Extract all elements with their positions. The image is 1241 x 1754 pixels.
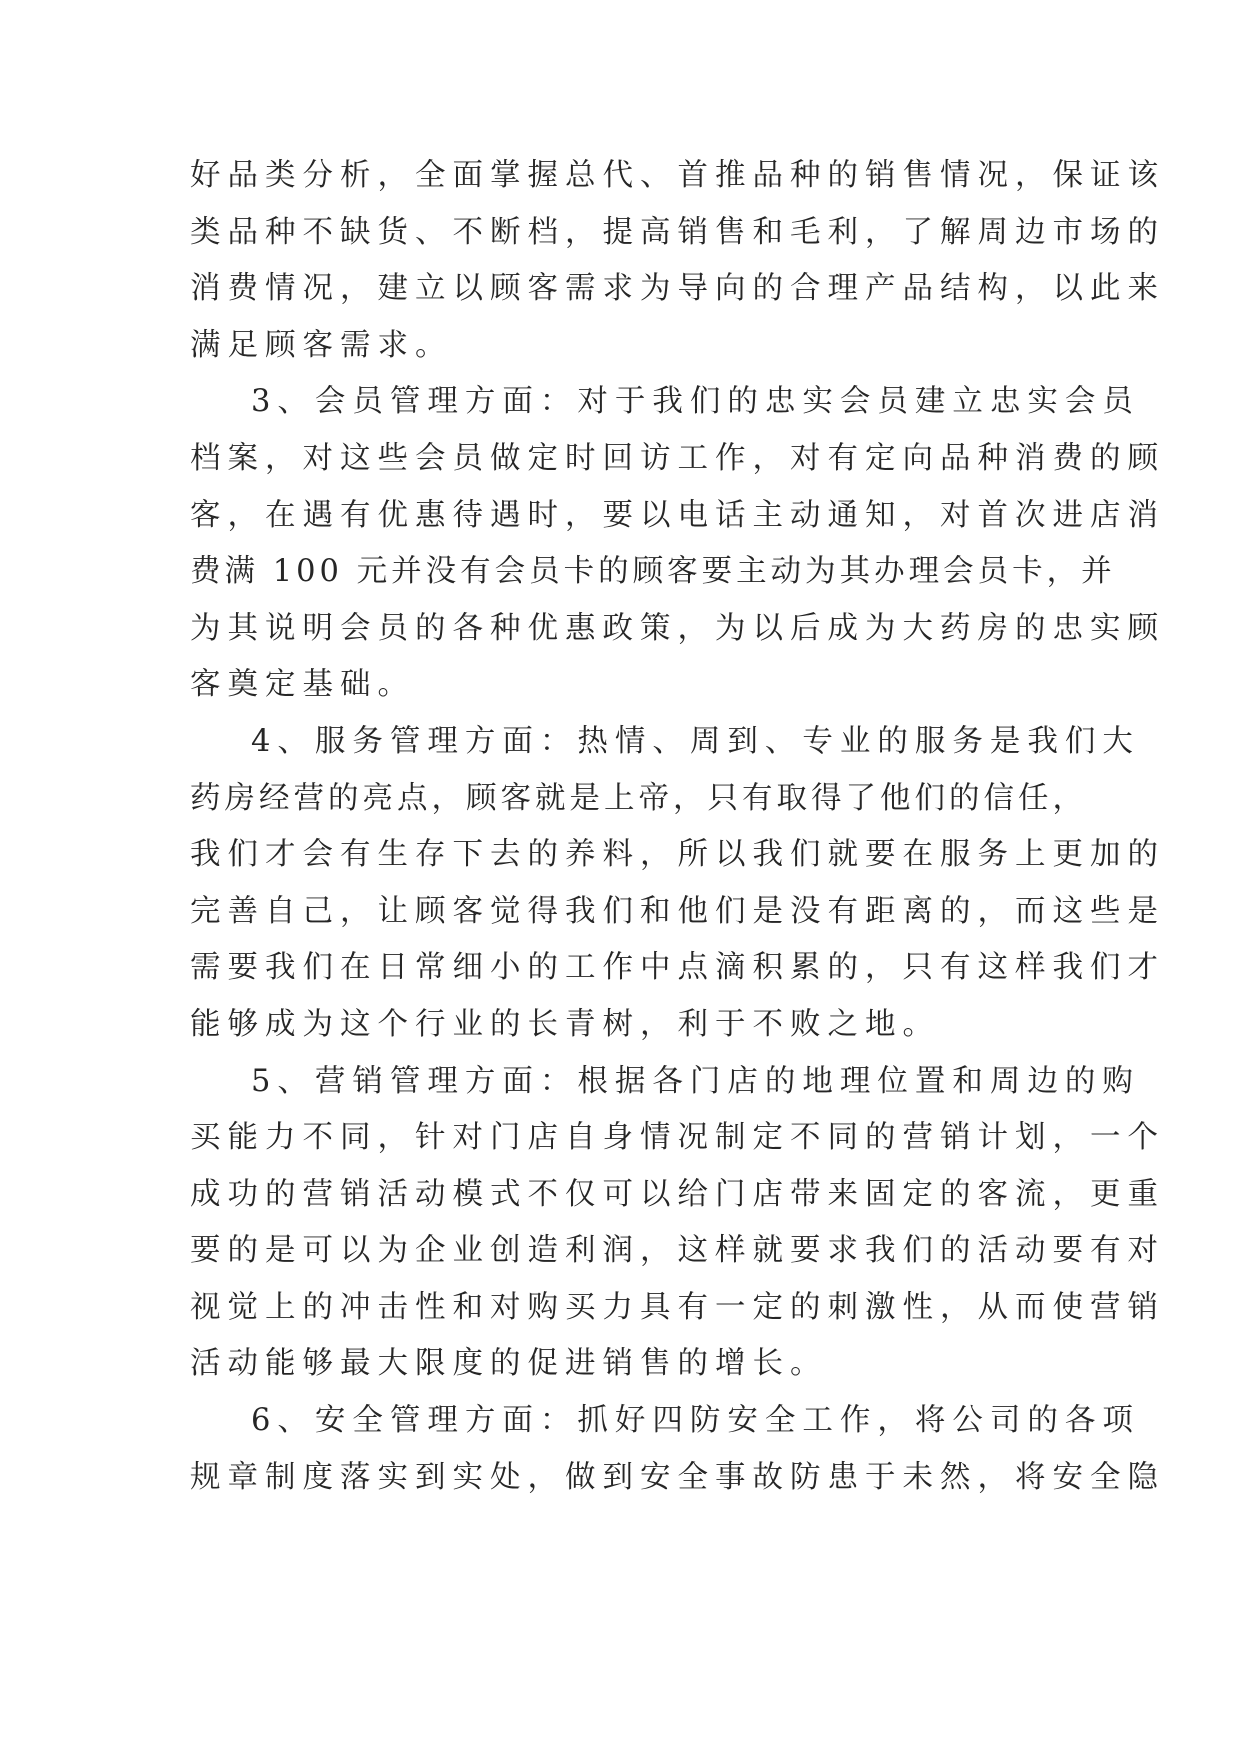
text-line: 为其说明会员的各种优惠政策，为以后成为大药房的忠实顾: [190, 610, 1165, 646]
text-line: 完善自己，让顾客觉得我们和他们是没有距离的，而这些是: [190, 893, 1165, 929]
text-line: 活动能够最大限度的促进销售的增长。: [190, 1346, 828, 1382]
text-line: 好品类分析，全面掌握总代、首推品种的销售情况，保证该: [190, 158, 1165, 193]
text-line: 费满 100 元并没有会员卡的顾客要主动为其办理会员卡，并: [190, 554, 1116, 590]
text-line: 满足顾客需求。: [190, 327, 453, 363]
text-line: 档案，对这些会员做定时回访工作，对有定向品种消费的顾: [190, 440, 1165, 476]
text-line: 5、营销管理方面：根据各门店的地理位置和周边的购: [251, 1063, 1140, 1099]
text-line: 我们才会有生存下去的养料，所以我们就要在服务上更加的: [190, 837, 1165, 873]
text-line: 6、安全管理方面：抓好四防安全工作，将公司的各项: [251, 1403, 1140, 1439]
text-line: 4、服务管理方面：热情、周到、专业的服务是我们大: [251, 723, 1140, 759]
text-line: 3、会员管理方面：对于我们的忠实会员建立忠实会员: [251, 384, 1140, 420]
text-line: 需要我们在日常细小的工作中点滴积累的，只有这样我们才: [190, 950, 1165, 986]
text-line: 规章制度落实到实处，做到安全事故防患于未然，将安全隐: [190, 1459, 1165, 1495]
text-line: 客奠定基础。: [190, 667, 415, 703]
text-line: 客，在遇有优惠待遇时，要以电话主动通知，对首次进店消: [190, 497, 1165, 533]
text-line: 视觉上的冲击性和对购买力具有一定的刺激性，从而使营销: [190, 1289, 1165, 1325]
text-line: 消费情况，建立以顾客需求为导向的合理产品结构，以此来: [190, 271, 1165, 307]
text-line: 药房经营的亮点，顾客就是上帝，只有取得了他们的信任，: [190, 780, 1087, 816]
text-line: 能够成为这个行业的长青树，利于不败之地。: [190, 1006, 940, 1042]
document-body: [190, 148, 1165, 1506]
text-line: 成功的营销活动模式不仅可以给门店带来固定的客流，更重: [190, 1176, 1165, 1212]
text-line: 类品种不缺货、不断档，提高销售和毛利，了解周边市场的: [190, 214, 1165, 250]
text-line: 要的是可以为企业创造利润，这样就要求我们的活动要有对: [190, 1233, 1165, 1269]
text-line: 买能力不同，针对门店自身情况制定不同的营销计划，一个: [190, 1120, 1165, 1156]
